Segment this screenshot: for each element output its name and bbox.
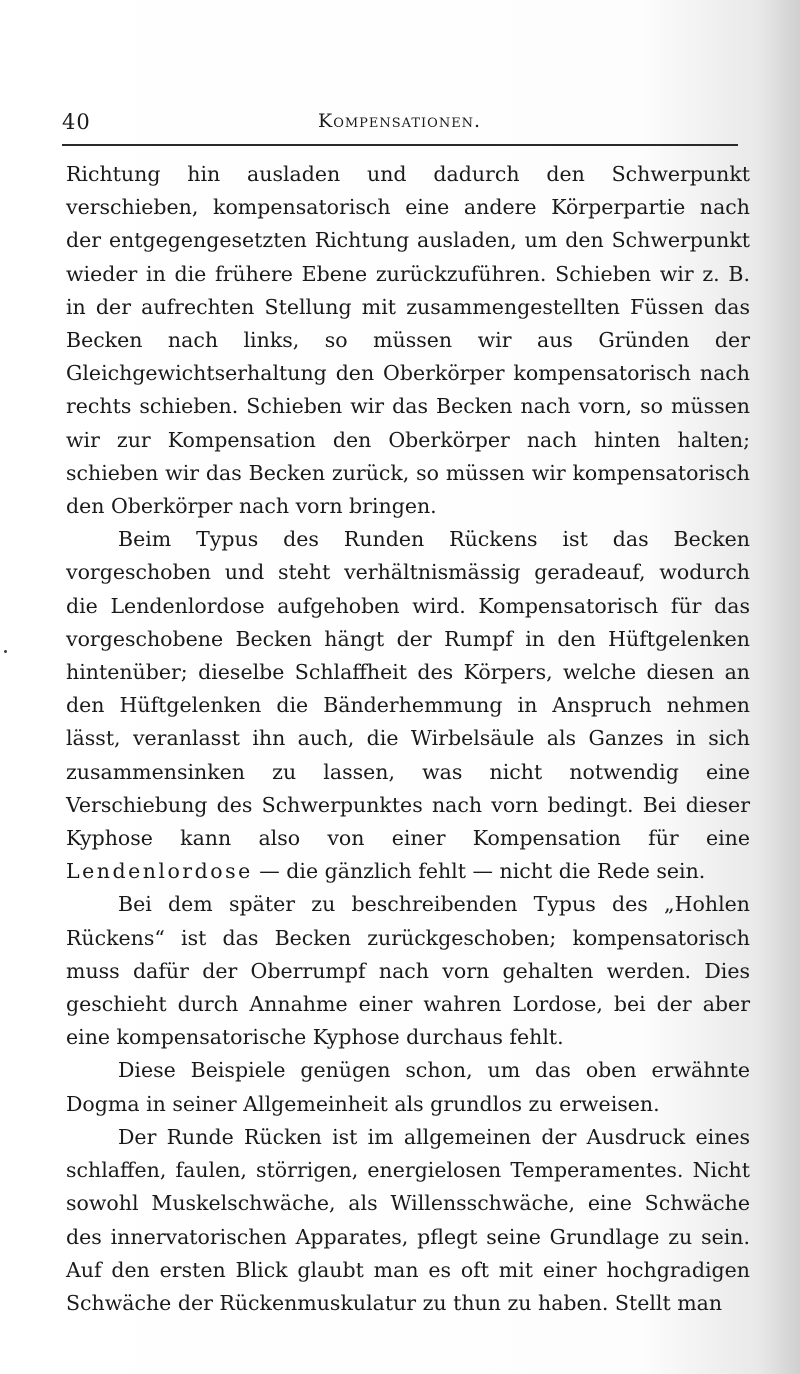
paragraph-1: Richtung hin ausladen und dadurch den Schwerpunkt verschieben, kompensatorisch eine andere Körperpartie nach der entgegengesetzten Richtung ausladen, um den Schwerpunkt wieder in die frühere Ebene zurückzuführen. Schieben wir z. B. in der aufrechten Stellung mit zusammengestellten Füssen das Becken nach links, so müssen wir aus Gründen der Gleichgewichtserhaltung den Oberkörper kompensatorisch nach rechts schieben. Schieben wir das Becken nach vorn, so müssen wir zur Kompensation den Oberkörper nach hinten halten; schieben wir das Becken zurück, so müssen wir kompensatorisch den Oberkörper nach vorn bringen. <box>66 162 750 519</box>
page-header <box>62 110 742 138</box>
paragraph-5: Der Runde Rücken ist im allgemeinen der Ausdruck eines schlaffen, faulen, störrigen, energielosen Temperamentes. Nicht sowohl Muskelschwäche, als Willensschwäche, eine Schwäche des innervatorischen Apparates, pflegt seine Grundlage zu sein. Auf den ersten Blick glaubt man es oft mit einer hochgradigen Schwäche der Rückenmuskulatur zu thun zu haben. Stellt man <box>66 1124 750 1315</box>
paragraph-3: Bei dem später zu beschreibenden Typus des „Hohlen Rückens“ ist das Becken zurückgeschoben; kompensatorisch muss dafür der Oberrumpf nach vorn gehalten werden. Dies geschieht durch Annahme einer wahren Lordose, bei der aber eine kompensatorische Kyphose durchaus fehlt. <box>66 892 750 1050</box>
margin-speck <box>4 650 7 653</box>
running-title: Kompensationen. <box>318 110 482 132</box>
body-text <box>66 158 750 1320</box>
page-number: 40 <box>62 110 91 134</box>
paragraph-4: Diese Beispiele genügen schon, um das oben erwähnte Dogma in seiner Allgemeinheit als grundlos zu erweisen. <box>66 1058 750 1116</box>
emphasized-term: Lendenlordose <box>66 859 253 884</box>
header-rule <box>62 144 738 146</box>
paragraph-2-text-before: Beim Typus des Runden Rückens ist das Becken vorgeschoben und steht verhältnismässig geradeauf, wodurch die Lendenlordose aufgehoben wird. Kompensatorisch für das vorgeschobene Becken hängt der Rumpf in den Hüftgelenken hintenüber; dieselbe Schlaffheit des Körpers, welche diesen an den Hüftgelenken die Bänderhemmung in Anspruch nehmen lässt, veranlasst ihn auch, die Wirbelsäule als Ganzes in sich zusammensinken zu lassen, was nicht notwendig eine Verschiebung des Schwerpunktes nach vorn bedingt. Bei dieser Kyphose kann also von einer Kompensation für eine <box>66 527 750 851</box>
paragraph-2-text-after: — die gänzlich fehlt — nicht die Rede sein. <box>252 859 706 884</box>
paragraph-2 <box>66 523 750 888</box>
